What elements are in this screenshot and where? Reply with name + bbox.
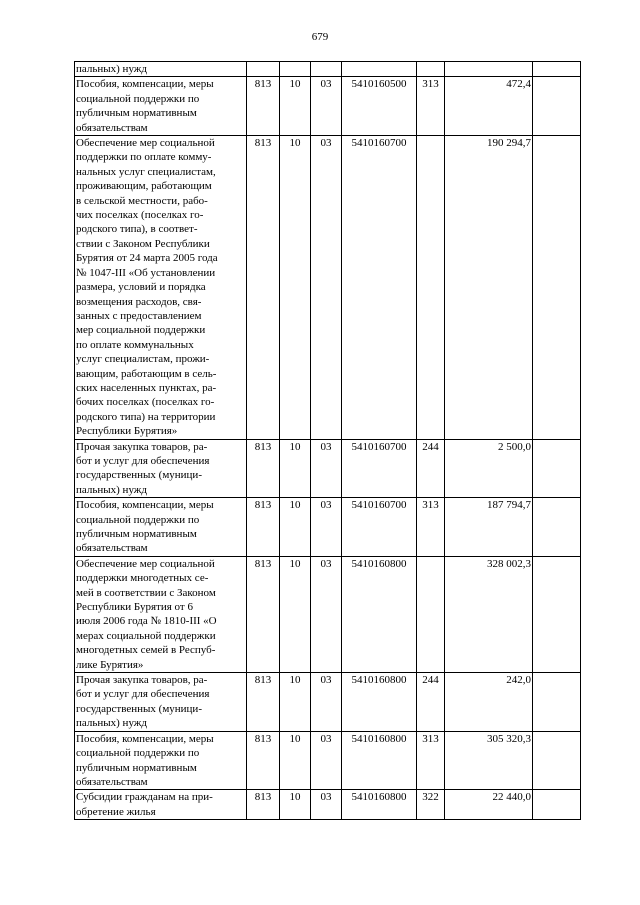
ministry-code-cell: 813	[247, 77, 280, 136]
expense-name-line: государственных (муници-	[76, 469, 202, 482]
table-row	[75, 498, 581, 557]
expense-name-line: Республики Бурятия»	[76, 425, 178, 438]
expense-name-line: Пособия, компенсации, меры	[76, 732, 214, 745]
empty-cell	[533, 439, 581, 498]
subsection-code-cell	[311, 62, 342, 77]
expense-name-line: обретение жилья	[76, 805, 156, 818]
expense-name-line: размера, условий и порядка	[76, 281, 206, 294]
subsection-code-cell: 03	[311, 439, 342, 498]
expense-type-cell: 322	[417, 790, 445, 820]
expense-name-cell	[75, 439, 247, 498]
section-code-cell: 10	[280, 673, 311, 732]
ministry-code-cell: 813	[247, 136, 280, 440]
expense-name-cell	[75, 790, 247, 820]
expense-name-line: многодетных семей в Респуб-	[76, 644, 216, 657]
empty-cell	[533, 77, 581, 136]
page-number: 679	[311, 31, 329, 43]
expense-name-cell	[75, 673, 247, 732]
expense-name-line: Бурятия от 24 марта 2005 года	[76, 252, 218, 265]
ministry-code-cell: 813	[247, 731, 280, 790]
expense-name-line: родского типа) на территории	[76, 410, 216, 423]
amount-cell: 472,4	[445, 77, 533, 136]
empty-cell	[533, 136, 581, 440]
expense-name-line: бот и услуг для обеспечения	[76, 454, 210, 467]
expense-type-cell: 313	[417, 77, 445, 136]
expense-name-line: поддержки по оплате комму-	[76, 151, 212, 164]
subsection-code-cell: 03	[311, 136, 342, 440]
expense-name-line: Пособия, компенсации, меры	[76, 78, 214, 91]
expense-name-line: проживающим, работающим	[76, 180, 212, 193]
expense-name-line: возмещения расходов, свя-	[76, 295, 202, 308]
target-article-cell: 5410160700	[342, 439, 417, 498]
expense-name-line: пальных) нужд	[76, 63, 148, 75]
expense-name-line: пальных) нужд	[76, 717, 148, 730]
expense-name-line: в сельской местности, рабо-	[76, 194, 208, 207]
subsection-code-cell: 03	[311, 556, 342, 672]
table-row	[75, 136, 581, 440]
section-code-cell: 10	[280, 498, 311, 557]
expense-type-cell	[417, 136, 445, 440]
expense-name-line: социальной поддержки по	[76, 513, 200, 526]
expense-name-line: бот и услуг для обеспечения	[76, 688, 210, 701]
expense-name-line: мей в соответствии с Законом	[76, 586, 216, 599]
expense-name-line: публичным нормативным	[76, 107, 197, 120]
table-row	[75, 77, 581, 136]
section-code-cell: 10	[280, 77, 311, 136]
amount-cell: 305 320,3	[445, 731, 533, 790]
target-article-cell: 5410160800	[342, 556, 417, 672]
amount-cell: 187 794,7	[445, 498, 533, 557]
section-code-cell: 10	[280, 790, 311, 820]
expense-name-line: обязательствам	[76, 775, 148, 788]
ministry-code-cell	[247, 62, 280, 77]
expense-name-line: Пособия, компенсации, меры	[76, 499, 214, 512]
expense-name-line: социальной поддержки по	[76, 92, 200, 105]
section-code-cell: 10	[280, 136, 311, 440]
expense-name-cell	[75, 136, 247, 440]
expense-type-cell	[417, 62, 445, 77]
table-row	[75, 673, 581, 732]
amount-cell: 22 440,0	[445, 790, 533, 820]
table-row	[75, 62, 581, 77]
expense-name-line: ствии с Законом Республики	[76, 237, 210, 250]
subsection-code-cell: 03	[311, 673, 342, 732]
subsection-code-cell: 03	[311, 498, 342, 557]
empty-cell	[533, 556, 581, 672]
table-row	[75, 790, 581, 820]
table-body	[75, 62, 581, 820]
expense-name-line: чих поселках (поселках го-	[76, 209, 204, 222]
expense-name-cell	[75, 77, 247, 136]
ministry-code-cell: 813	[247, 439, 280, 498]
amount-cell: 328 002,3	[445, 556, 533, 672]
section-code-cell: 10	[280, 731, 311, 790]
expense-name-line: услуг специалистам, прожи-	[76, 353, 210, 366]
empty-cell	[533, 673, 581, 732]
expense-name-line: занных с предоставлением	[76, 309, 202, 322]
target-article-cell: 5410160800	[342, 731, 417, 790]
expense-type-cell: 244	[417, 673, 445, 732]
expense-name-cell	[75, 731, 247, 790]
target-article-cell: 5410160800	[342, 673, 417, 732]
expense-name-line: обязательствам	[76, 542, 148, 555]
ministry-code-cell: 813	[247, 498, 280, 557]
empty-cell	[533, 790, 581, 820]
ministry-code-cell: 813	[247, 790, 280, 820]
expense-name-cell	[75, 498, 247, 557]
expense-name-line: государственных (муници-	[76, 702, 202, 715]
expense-name-line: вающим, работающим в сель-	[76, 367, 217, 380]
target-article-cell: 5410160700	[342, 498, 417, 557]
expense-name-line: Республики Бурятия от 6	[76, 601, 193, 614]
expense-name-line: социальной поддержки по	[76, 747, 200, 760]
expense-name-line: Обеспечение мер социальной	[76, 557, 215, 570]
expense-name-line: Прочая закупка товаров, ра-	[76, 674, 208, 687]
amount-cell: 190 294,7	[445, 136, 533, 440]
expense-name-line: лике Бурятия»	[76, 658, 144, 671]
expense-name-line: пальных) нужд	[76, 483, 148, 496]
expense-name-line: публичным нормативным	[76, 761, 197, 774]
empty-cell	[533, 62, 581, 77]
expense-name-line: бочих поселках (поселках го-	[76, 396, 215, 409]
expense-type-cell: 313	[417, 731, 445, 790]
expense-name-line: июля 2006 года № 1810-III «О	[76, 615, 217, 628]
section-code-cell: 10	[280, 439, 311, 498]
table-row	[75, 439, 581, 498]
amount-cell: 2 500,0	[445, 439, 533, 498]
expense-name-line: Обеспечение мер социальной	[76, 137, 215, 150]
expense-name-line: нальных услуг специалистам,	[76, 165, 216, 178]
expense-name-line: поддержки многодетных се-	[76, 572, 209, 585]
subsection-code-cell: 03	[311, 790, 342, 820]
amount-cell	[445, 62, 533, 77]
subsection-code-cell: 03	[311, 77, 342, 136]
section-code-cell	[280, 62, 311, 77]
expense-name-line: ских населенных пунктах, ра-	[76, 381, 217, 394]
table-row	[75, 556, 581, 672]
expense-name-line: по оплате коммунальных	[76, 338, 194, 351]
empty-cell	[533, 731, 581, 790]
target-article-cell: 5410160700	[342, 136, 417, 440]
amount-cell: 242,0	[445, 673, 533, 732]
expense-name-line: мер социальной поддержки	[76, 324, 206, 337]
expense-name-line: Прочая закупка товаров, ра-	[76, 440, 208, 453]
expense-name-line: родского типа), в соответ-	[76, 223, 198, 236]
target-article-cell	[342, 62, 417, 77]
expense-type-cell: 244	[417, 439, 445, 498]
expense-name-line: мерах социальной поддержки	[76, 629, 216, 642]
expense-name-cell	[75, 556, 247, 672]
expense-name-line: Субсидии гражданам на при-	[76, 791, 213, 804]
section-code-cell: 10	[280, 556, 311, 672]
expense-type-cell	[417, 556, 445, 672]
expense-name-line: № 1047-III «Об установлении	[76, 266, 216, 279]
empty-cell	[533, 498, 581, 557]
ministry-code-cell: 813	[247, 556, 280, 672]
expense-type-cell: 313	[417, 498, 445, 557]
expense-name-line: публичным нормативным	[76, 528, 197, 540]
expense-name-cell	[75, 62, 247, 77]
table-row	[75, 731, 581, 790]
budget-table	[74, 61, 581, 820]
subsection-code-cell: 03	[311, 731, 342, 790]
expense-name-line: обязательствам	[76, 121, 148, 134]
target-article-cell: 5410160500	[342, 77, 417, 136]
ministry-code-cell: 813	[247, 673, 280, 732]
target-article-cell: 5410160800	[342, 790, 417, 820]
